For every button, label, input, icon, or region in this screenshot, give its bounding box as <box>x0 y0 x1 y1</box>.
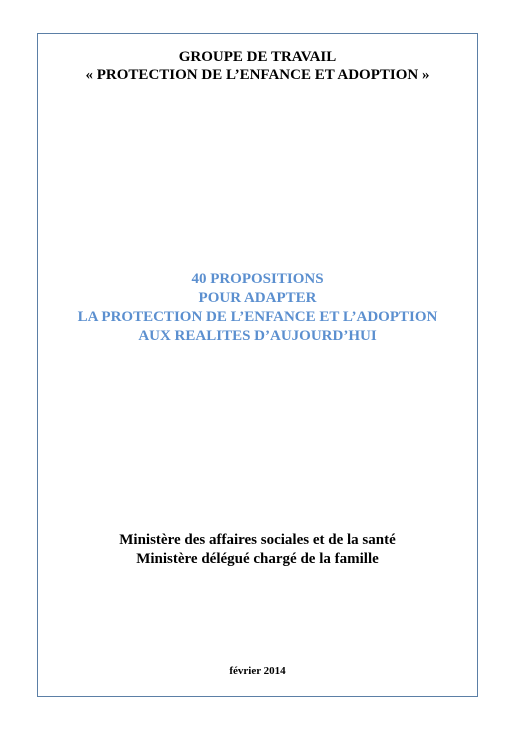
working-group-header <box>38 48 477 84</box>
header-line-1: GROUPE DE TRAVAIL <box>178 49 337 65</box>
header-line-2: « PROTECTION DE L’ENFANCE ET ADOPTION » <box>85 67 430 83</box>
title-line-1: 40 PROPOSITIONS <box>191 271 324 287</box>
publication-date: février 2014 <box>229 665 286 677</box>
document-cover-frame <box>37 33 478 697</box>
title-line-2: POUR ADAPTER <box>198 290 317 306</box>
ministry-line-1: Ministère des affaires sociales et de la santé <box>119 532 396 548</box>
title-line-3: LA PROTECTION DE L’ENFANCE ET L’ADOPTION <box>77 309 438 325</box>
title-line-4: AUX REALITES D’AUJOURD’HUI <box>138 328 377 344</box>
ministry-line-2: Ministère délégué chargé de la famille <box>136 551 379 567</box>
report-title <box>38 270 477 346</box>
ministries-block <box>38 531 477 569</box>
